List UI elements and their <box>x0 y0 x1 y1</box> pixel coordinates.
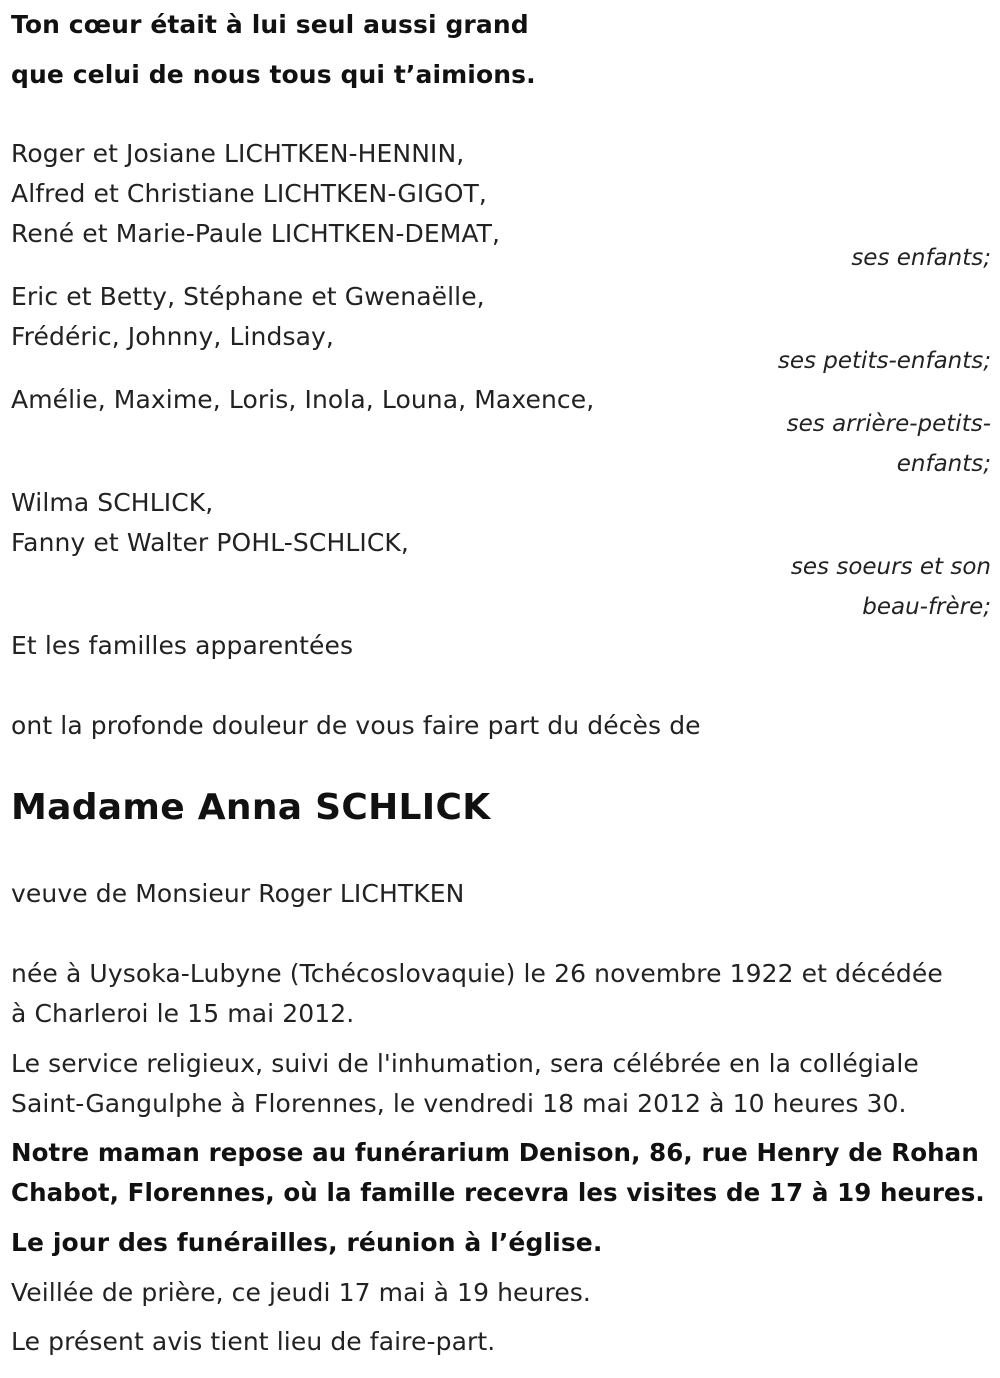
service-line-1: Le service religieux, suivi de l'inhumation, sera célébrée en la collégiale <box>11 1049 919 1078</box>
meeting-line: Le jour des funérailles, réunion à l’église. <box>11 1228 603 1257</box>
funeral-home-line-2: Chabot, Florennes, où la famille recevra les visites de 17 à 19 heures. <box>11 1178 985 1207</box>
vigil-line: Veillée de prière, ce jeudi 17 mai à 19 heures. <box>11 1278 591 1307</box>
children-relation: ses enfants; <box>851 245 991 271</box>
child-name-1: Roger et Josiane LICHTKEN-HENNIN, <box>11 139 465 168</box>
epigraph-line-2: que celui de nous tous qui t’aimions. <box>11 60 536 89</box>
notice-line: Le présent avis tient lieu de faire-part. <box>11 1327 496 1356</box>
grandchildren-relation: ses petits-enfants; <box>777 348 991 374</box>
service-line-2: Saint-Gangulphe à Florennes, le vendredi 18 mai 2012 à 10 heures 30. <box>11 1089 907 1118</box>
sibling-name-2: Fanny et Walter POHL-SCHLICK, <box>11 528 409 557</box>
grandchild-name-2: Frédéric, Johnny, Lindsay, <box>11 322 334 351</box>
birth-death-line-2: à Charleroi le 15 mai 2012. <box>11 999 355 1028</box>
child-name-3: René et Marie-Paule LICHTKEN-DEMAT, <box>11 219 501 248</box>
families-line: Et les familles apparentées <box>11 631 354 660</box>
great-grandchild-names: Amélie, Maxime, Loris, Inola, Louna, Maxence, <box>11 385 595 414</box>
funeral-home-line-1: Notre maman repose au funérarium Denison, 86, rue Henry de Rohan <box>11 1138 979 1167</box>
birth-death-line-1: née à Uysoka-Lubyne (Tchécoslovaquie) le 26 novembre 1922 et décédée <box>11 959 943 988</box>
child-name-2: Alfred et Christiane LICHTKEN-GIGOT, <box>11 179 487 208</box>
siblings-relation-line-2: beau-frère; <box>862 594 991 620</box>
announcement-line: ont la profonde douleur de vous faire part du décès de <box>11 711 701 740</box>
siblings-relation-line-1: ses soeurs et son <box>790 554 991 580</box>
sibling-name-1: Wilma SCHLICK, <box>11 488 214 517</box>
great-grandchildren-relation-line-2: enfants; <box>896 451 991 477</box>
great-grandchildren-relation-line-1: ses arrière-petits- <box>786 411 991 437</box>
grandchild-name-1: Eric et Betty, Stéphane et Gwenaëlle, <box>11 282 485 311</box>
deceased-name: Madame Anna SCHLICK <box>11 787 491 828</box>
epigraph-line-1: Ton cœur était à lui seul aussi grand <box>11 10 529 39</box>
widow-of-line: veuve de Monsieur Roger LICHTKEN <box>11 879 465 908</box>
